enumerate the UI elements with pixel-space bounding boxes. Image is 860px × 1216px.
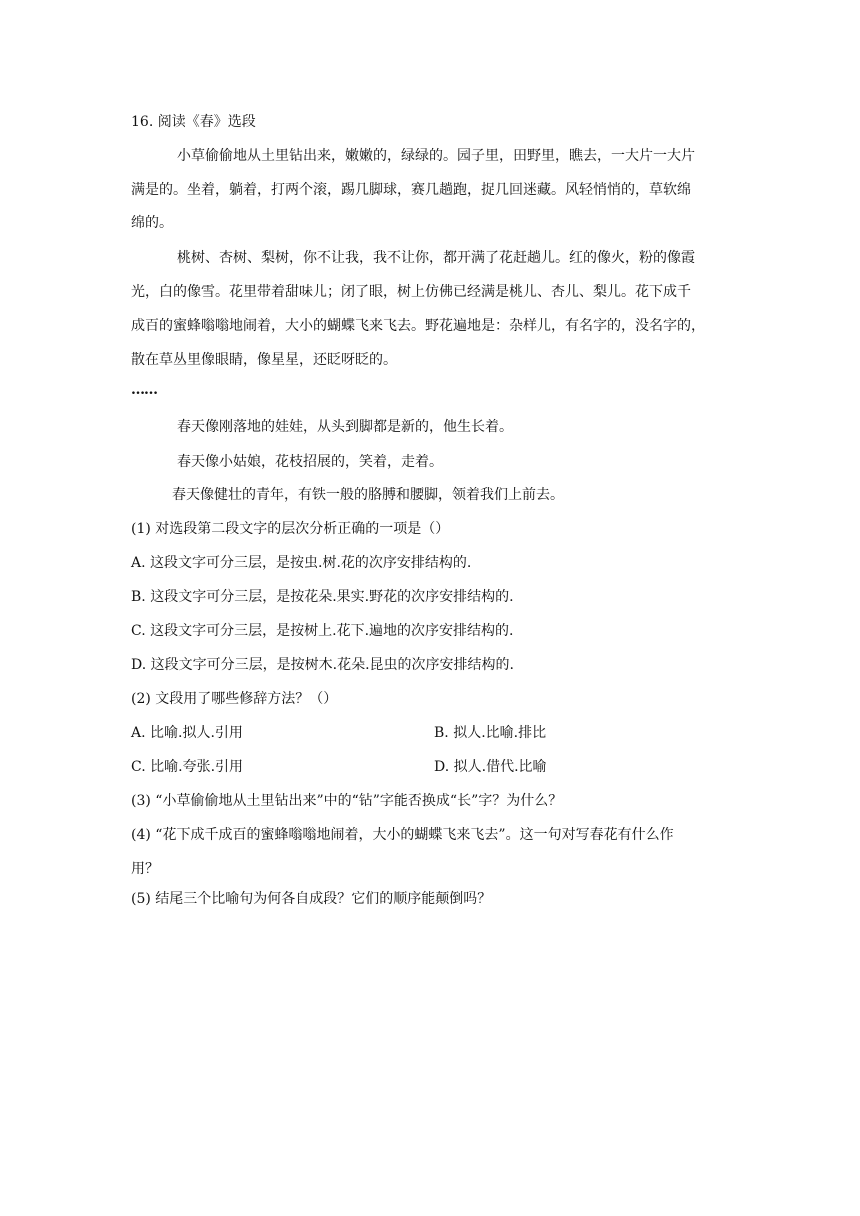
q2-option-d: D. 拟人.借代.比喻 [434,759,547,775]
q1-option-b: B. 这段文字可分三层，是按花朵.果实.野花的次序安排结构的. [131,589,514,605]
q4-stem-line1: (4) “花下成千成百的蜜蜂嗡嗡地闹着，大小的蝴蝶飞来飞去”。这一句对写春花有什么作 [131,827,674,843]
passage-p3: 春天像刚落地的娃娃，从头到脚都是新的，他生长着。 [177,419,513,435]
q1-option-a: A. 这段文字可分三层，是按虫.树.花的次序安排结构的. [131,555,472,571]
q1-stem: (1) 对选段第二段文字的层次分析正确的一项是（） [131,521,450,537]
passage-p2-line2: 光，白的像雪。花里带着甜味儿；闭了眼，树上仿佛已经满是桃儿、杏儿、梨儿。花下成千 [131,284,691,300]
q2-option-a: A. 比喻.拟人.引用 [131,725,243,741]
q2-stem: (2) 文段用了哪些修辞方法？（） [131,691,338,707]
q2-option-c: C. 比喻.夸张.引用 [131,759,244,775]
q1-option-c: C. 这段文字可分三层，是按树上.花下.遍地的次序安排结构的. [131,623,514,639]
question-heading: 16. 阅读《春》选段 [131,114,256,130]
passage-p5: 春天像健壮的青年，有铁一般的胳膊和腰脚，领着我们上前去。 [172,487,564,503]
passage-p1-line3: 绵的。 [131,215,173,231]
q1-option-d: D. 这段文字可分三层，是按树木.花朵.昆虫的次序安排结构的. [131,657,514,673]
passage-p1-line1: 小草偷偷地从土里钻出来，嫩嫩的，绿绿的。园子里，田野里，瞧去，一大片一大片 [177,148,695,164]
passage-p2-line4: 散在草丛里像眼睛，像星星，还眨呀眨的。 [131,352,397,368]
q4-stem-line2: 用？ [131,861,159,877]
passage-p2-line1: 桃树、杏树、梨树，你不让我，我不让你，都开满了花赶趟儿。红的像火，粉的像霞 [177,250,695,266]
passage-p4: 春天像小姑娘，花枝招展的，笑着，走着。 [177,454,443,470]
passage-p2-line3: 成百的蜜蜂嗡嗡地闹着，大小的蝴蝶飞来飞去。野花遍地是：杂样儿，有名字的，没名字的， [131,318,705,334]
q5-stem: (5) 结尾三个比喻句为何各自成段？它们的顺序能颠倒吗？ [131,891,492,907]
q3-stem: (3) “小草偷偷地从土里钻出来”中的“钻”字能否换成“长”字？为什么？ [131,793,563,809]
passage-ellipsis: …… [131,382,157,398]
q2-option-b: B. 拟人.比喻.排比 [434,725,547,741]
passage-p1-line2: 满是的。坐着，躺着，打两个滚，踢几脚球，赛几趟跑，捉几回迷藏。风轻悄悄的，草软绵 [131,182,691,198]
